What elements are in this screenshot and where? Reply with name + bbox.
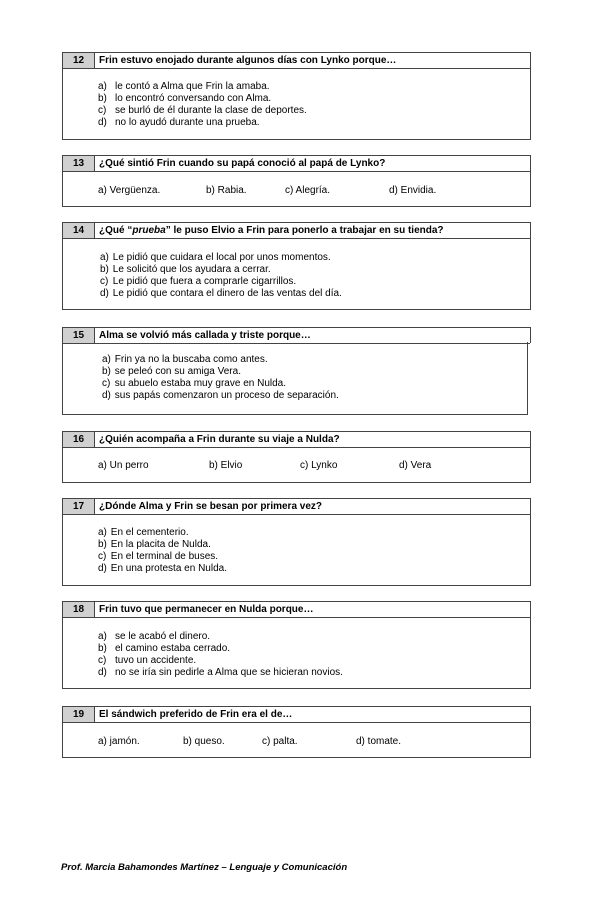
option-c: c) Lynko <box>300 460 338 471</box>
option-c: c) En el terminal de buses. <box>98 551 219 562</box>
question-number: 14 <box>63 223 95 238</box>
question-15 <box>62 327 531 343</box>
option-c: c) tuvo un accidente. <box>98 655 197 666</box>
option-c: c) Alegría. <box>285 185 331 196</box>
question-header <box>63 602 530 618</box>
option-c: c) se burló de él durante la clase de deportes. <box>98 105 307 116</box>
option-c: c) su abuelo estaba muy grave en Nulda. <box>102 378 287 389</box>
question-13 <box>62 155 531 207</box>
option-b: b) En la placita de Nulda. <box>98 539 211 550</box>
question-title: Frin estuvo enojado durante algunos días con Lynko porque… <box>99 55 397 66</box>
option-d: d) Vera <box>399 460 432 471</box>
question-title: ¿Quién acompaña a Frin durante su viaje a Nulda? <box>99 434 340 445</box>
option-a: a) Frin ya no la buscaba como antes. <box>102 354 268 365</box>
option-d: d) sus papás comenzaron un proceso de separación. <box>102 390 339 401</box>
question-number: 13 <box>63 156 95 171</box>
page-footer: Prof. Marcia Bahamondes Martínez – Lenguaje y Comunicación <box>61 862 348 873</box>
question-header <box>63 156 530 172</box>
question-number: 18 <box>63 602 95 617</box>
option-b: b) queso. <box>183 736 225 747</box>
option-a: a) Vergüenza. <box>98 185 161 196</box>
question-header <box>63 707 530 723</box>
question-header <box>63 499 530 515</box>
question-title: Frin tuvo que permanecer en Nulda porque… <box>99 604 314 615</box>
option-d: d) no lo ayudó durante una prueba. <box>98 117 260 128</box>
question-title: ¿Qué sintió Frin cuando su papá conoció al papá de Lynko? <box>99 158 386 169</box>
option-d: d) tomate. <box>356 736 402 747</box>
option-b: b) Elvio <box>209 460 243 471</box>
question-title: ¿Dónde Alma y Frin se besan por primera vez? <box>99 501 323 512</box>
question-number: 17 <box>63 499 95 514</box>
question-header <box>63 223 530 239</box>
option-b: b) el camino estaba cerrado. <box>98 643 231 654</box>
option-b: b) lo encontró conversando con Alma. <box>98 93 272 104</box>
question-19 <box>62 706 531 758</box>
option-b: b) Rabia. <box>206 185 247 196</box>
option-d: d) no se iría sin pedirle a Alma que se hicieran novios. <box>98 667 343 678</box>
option-a: a) Le pidió que cuidara el local por unos momentos. <box>100 252 331 263</box>
option-a: a) En el cementerio. <box>98 527 189 538</box>
question-header <box>63 432 530 448</box>
question-17 <box>62 498 531 586</box>
question-number: 15 <box>63 328 95 343</box>
question-number: 12 <box>63 53 95 68</box>
question-16 <box>62 431 531 483</box>
question-18 <box>62 601 531 689</box>
question-title: El sándwich preferido de Frin era el de… <box>99 709 293 720</box>
option-a: a) se le acabó el dinero. <box>98 631 211 642</box>
question-14 <box>62 222 531 310</box>
option-a: a) le contó a Alma que Frin la amaba. <box>98 81 270 92</box>
question-number: 19 <box>63 707 95 722</box>
question-15-body <box>62 342 528 415</box>
option-d: d) En una protesta en Nulda. <box>98 563 227 574</box>
option-c: c) Le pidió que fuera a comprarle cigarrillos. <box>100 276 297 287</box>
option-b: b) se peleó con su amiga Vera. <box>102 366 241 377</box>
option-a: a) Un perro <box>98 460 149 471</box>
option-a: a) jamón. <box>98 736 140 747</box>
question-header <box>63 53 530 69</box>
option-b: b) Le solicitó que los ayudara a cerrar. <box>100 264 271 275</box>
question-title: Alma se volvió más callada y triste porque… <box>99 330 311 341</box>
question-title: ¿Qué “prueba” le puso Elvio a Frin para ponerlo a trabajar en su tienda? <box>99 225 444 236</box>
option-c: c) palta. <box>262 736 298 747</box>
question-12 <box>62 52 531 140</box>
option-d: d) Le pidió que contara el dinero de las ventas del día. <box>100 288 342 299</box>
question-number: 16 <box>63 432 95 447</box>
option-d: d) Envidia. <box>389 185 437 196</box>
